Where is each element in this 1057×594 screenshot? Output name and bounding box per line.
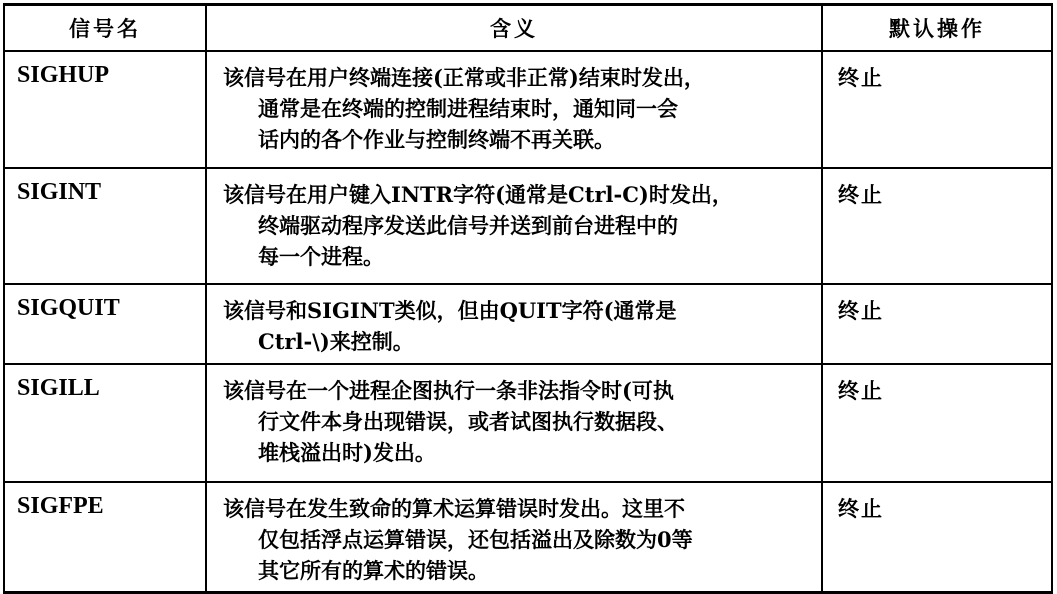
default-action-cell: 终止 bbox=[822, 284, 1052, 364]
default-action-cell: 终止 bbox=[822, 168, 1052, 284]
meaning-line: 堆栈溢出时)发出。 bbox=[258, 440, 436, 465]
signal-name-cell: SIGINT bbox=[4, 168, 206, 284]
meaning-line: 通常是在终端的控制进程结束时，通知同一会 bbox=[258, 96, 678, 121]
meaning-line: 该信号在用户终端连接(正常或非正常)结束时发出， bbox=[223, 65, 705, 90]
signal-meaning-cell bbox=[206, 168, 822, 284]
signal-meaning-cell bbox=[206, 51, 822, 168]
meaning-line: 该信号在用户键入INTR字符(通常是Ctrl-C)时发出， bbox=[223, 182, 733, 207]
table-row bbox=[4, 168, 1052, 284]
meaning-line: 终端驱动程序发送此信号并送到前台进程中的 bbox=[258, 213, 678, 238]
default-action-cell: 终止 bbox=[822, 51, 1052, 168]
header-row bbox=[4, 5, 1052, 52]
signal-meaning-cell bbox=[206, 284, 822, 364]
meaning-line: 行文件本身出现错误，或者试图执行数据段、 bbox=[258, 409, 678, 434]
meaning-line: 该信号和SIGINT类似，但由QUIT字符(通常是 bbox=[223, 298, 677, 323]
table-row bbox=[4, 284, 1052, 364]
signal-name-cell: SIGFPE bbox=[4, 482, 206, 592]
table-row bbox=[4, 482, 1052, 592]
header-default-action: 默认操作 bbox=[822, 5, 1052, 52]
meaning-line: 该信号在一个进程企图执行一条非法指令时(可执 bbox=[223, 378, 674, 403]
meaning-line: 其它所有的算术的错误。 bbox=[258, 558, 489, 583]
signal-name-cell: SIGHUP bbox=[4, 51, 206, 168]
default-action-cell: 终止 bbox=[822, 482, 1052, 592]
signal-name-cell: SIGILL bbox=[4, 364, 206, 482]
default-action-cell: 终止 bbox=[822, 364, 1052, 482]
meaning-line: Ctrl-\)来控制。 bbox=[258, 329, 414, 354]
meaning-line: 仅包括浮点运算错误，还包括溢出及除数为0等 bbox=[258, 527, 693, 552]
signal-table bbox=[3, 3, 1053, 594]
meaning-line: 该信号在发生致命的算术运算错误时发出。这里不 bbox=[223, 496, 685, 521]
meaning-line: 每一个进程。 bbox=[258, 244, 384, 269]
header-signal-name: 信号名 bbox=[4, 5, 206, 52]
table-row bbox=[4, 51, 1052, 168]
meaning-line: 话内的各个作业与控制终端不再关联。 bbox=[258, 127, 615, 152]
signal-meaning-cell bbox=[206, 482, 822, 592]
signal-meaning-cell bbox=[206, 364, 822, 482]
signal-name-cell: SIGQUIT bbox=[4, 284, 206, 364]
header-meaning: 含义 bbox=[206, 5, 822, 52]
table-row bbox=[4, 364, 1052, 482]
